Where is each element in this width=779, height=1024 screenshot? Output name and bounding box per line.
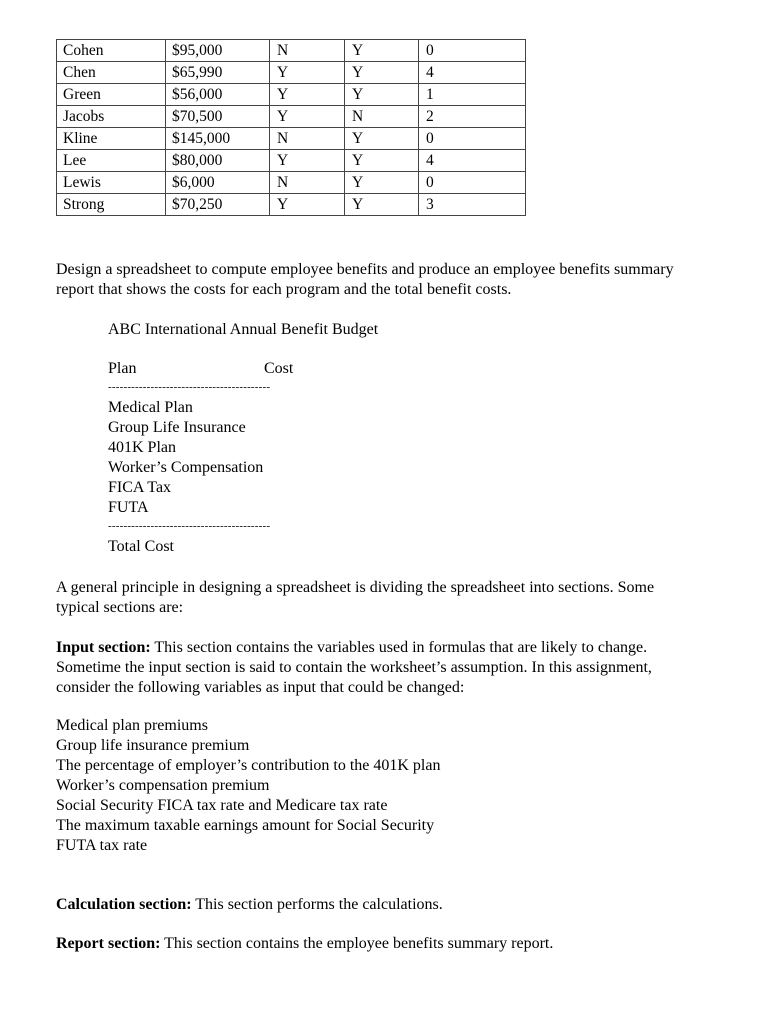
table-row (57, 150, 526, 172)
count-cell: 1 (419, 84, 526, 106)
flag-cell: N (345, 106, 419, 128)
employee-name-cell: Lee (57, 150, 166, 172)
employee-name-cell: Green (57, 84, 166, 106)
employee-table (56, 39, 526, 216)
salary-cell: $70,500 (166, 106, 270, 128)
flag-cell: Y (270, 62, 345, 84)
variable-item: Medical plan premiums (56, 717, 208, 734)
plan-column-header: Plan (108, 360, 137, 377)
flag-cell: Y (345, 84, 419, 106)
flag-cell: Y (270, 194, 345, 216)
intro-line-1: Design a spreadsheet to compute employee benefits and produce an employee benefits summary (56, 261, 674, 278)
count-cell: 0 (419, 128, 526, 150)
salary-cell: $80,000 (166, 150, 270, 172)
salary-cell: $6,000 (166, 172, 270, 194)
table-row (57, 62, 526, 84)
plan-item: Medical Plan (108, 399, 193, 416)
flag-cell: Y (270, 84, 345, 106)
salary-cell: $70,250 (166, 194, 270, 216)
report-section-line (56, 934, 553, 954)
report-divider-bottom: ------------------------------------------ (108, 520, 271, 532)
count-cell: 4 (419, 62, 526, 84)
calculation-section-line (56, 895, 443, 915)
report-title: ABC International Annual Benefit Budget (108, 321, 379, 338)
plan-item: Group Life Insurance (108, 419, 246, 436)
count-cell: 0 (419, 172, 526, 194)
salary-cell: $95,000 (166, 40, 270, 62)
plan-item: 401K Plan (108, 439, 176, 456)
total-cost-label: Total Cost (108, 538, 174, 555)
principle-line-1: A general principle in designing a spreadsheet is dividing the spreadsheet into sections. Some (56, 579, 655, 596)
input-section-text: This section contains the variables used in formulas that are likely to change. (150, 639, 648, 656)
count-cell: 2 (419, 106, 526, 128)
flag-cell: Y (345, 172, 419, 194)
count-cell: 3 (419, 194, 526, 216)
calculation-section-text: This section performs the calculations. (191, 896, 443, 913)
count-cell: 4 (419, 150, 526, 172)
intro-line-2: report that shows the costs for each program and the total benefit costs. (56, 281, 512, 298)
flag-cell: Y (345, 62, 419, 84)
flag-cell: Y (345, 128, 419, 150)
calculation-section-label: Calculation section: (56, 896, 192, 913)
table-row (57, 172, 526, 194)
employee-name-cell: Kline (57, 128, 166, 150)
input-section-line-2: Sometime the input section is said to contain the worksheet’s assumption. In this assignment, (56, 659, 652, 676)
variable-item: Social Security FICA tax rate and Medicare tax rate (56, 797, 388, 814)
employee-name-cell: Cohen (57, 40, 166, 62)
input-section-line-1 (56, 638, 647, 658)
flag-cell: N (270, 128, 345, 150)
employee-name-cell: Chen (57, 62, 166, 84)
table-row (57, 106, 526, 128)
flag-cell: Y (345, 40, 419, 62)
flag-cell: N (270, 40, 345, 62)
employee-name-cell: Strong (57, 194, 166, 216)
variable-item: FUTA tax rate (56, 837, 148, 854)
employee-name-cell: Lewis (57, 172, 166, 194)
variable-item: Worker’s compensation premium (56, 777, 270, 794)
report-section-label: Report section: (56, 935, 161, 952)
salary-cell: $145,000 (166, 128, 270, 150)
plan-item: FUTA (108, 499, 149, 516)
plan-item: FICA Tax (108, 479, 172, 496)
employee-name-cell: Jacobs (57, 106, 166, 128)
flag-cell: Y (270, 106, 345, 128)
table-row (57, 40, 526, 62)
table-row (57, 128, 526, 150)
count-cell: 0 (419, 40, 526, 62)
variable-item: The percentage of employer’s contribution to the 401K plan (56, 757, 441, 774)
plan-item: Worker’s Compensation (108, 459, 264, 476)
input-section-line-3: consider the following variables as input that could be changed: (56, 679, 465, 696)
flag-cell: Y (345, 194, 419, 216)
employee-table-body (57, 40, 526, 216)
report-divider-top: ------------------------------------------ (108, 381, 271, 393)
salary-cell: $65,990 (166, 62, 270, 84)
flag-cell: Y (345, 150, 419, 172)
principle-line-2: typical sections are: (56, 599, 184, 616)
input-section-label: Input section: (56, 639, 151, 656)
flag-cell: N (270, 172, 345, 194)
table-row (57, 84, 526, 106)
salary-cell: $56,000 (166, 84, 270, 106)
table-row (57, 194, 526, 216)
flag-cell: Y (270, 150, 345, 172)
cost-column-header: Cost (264, 360, 294, 377)
report-section-text: This section contains the employee benefits summary report. (160, 935, 554, 952)
variable-item: Group life insurance premium (56, 737, 250, 754)
variable-item: The maximum taxable earnings amount for Social Security (56, 817, 435, 834)
